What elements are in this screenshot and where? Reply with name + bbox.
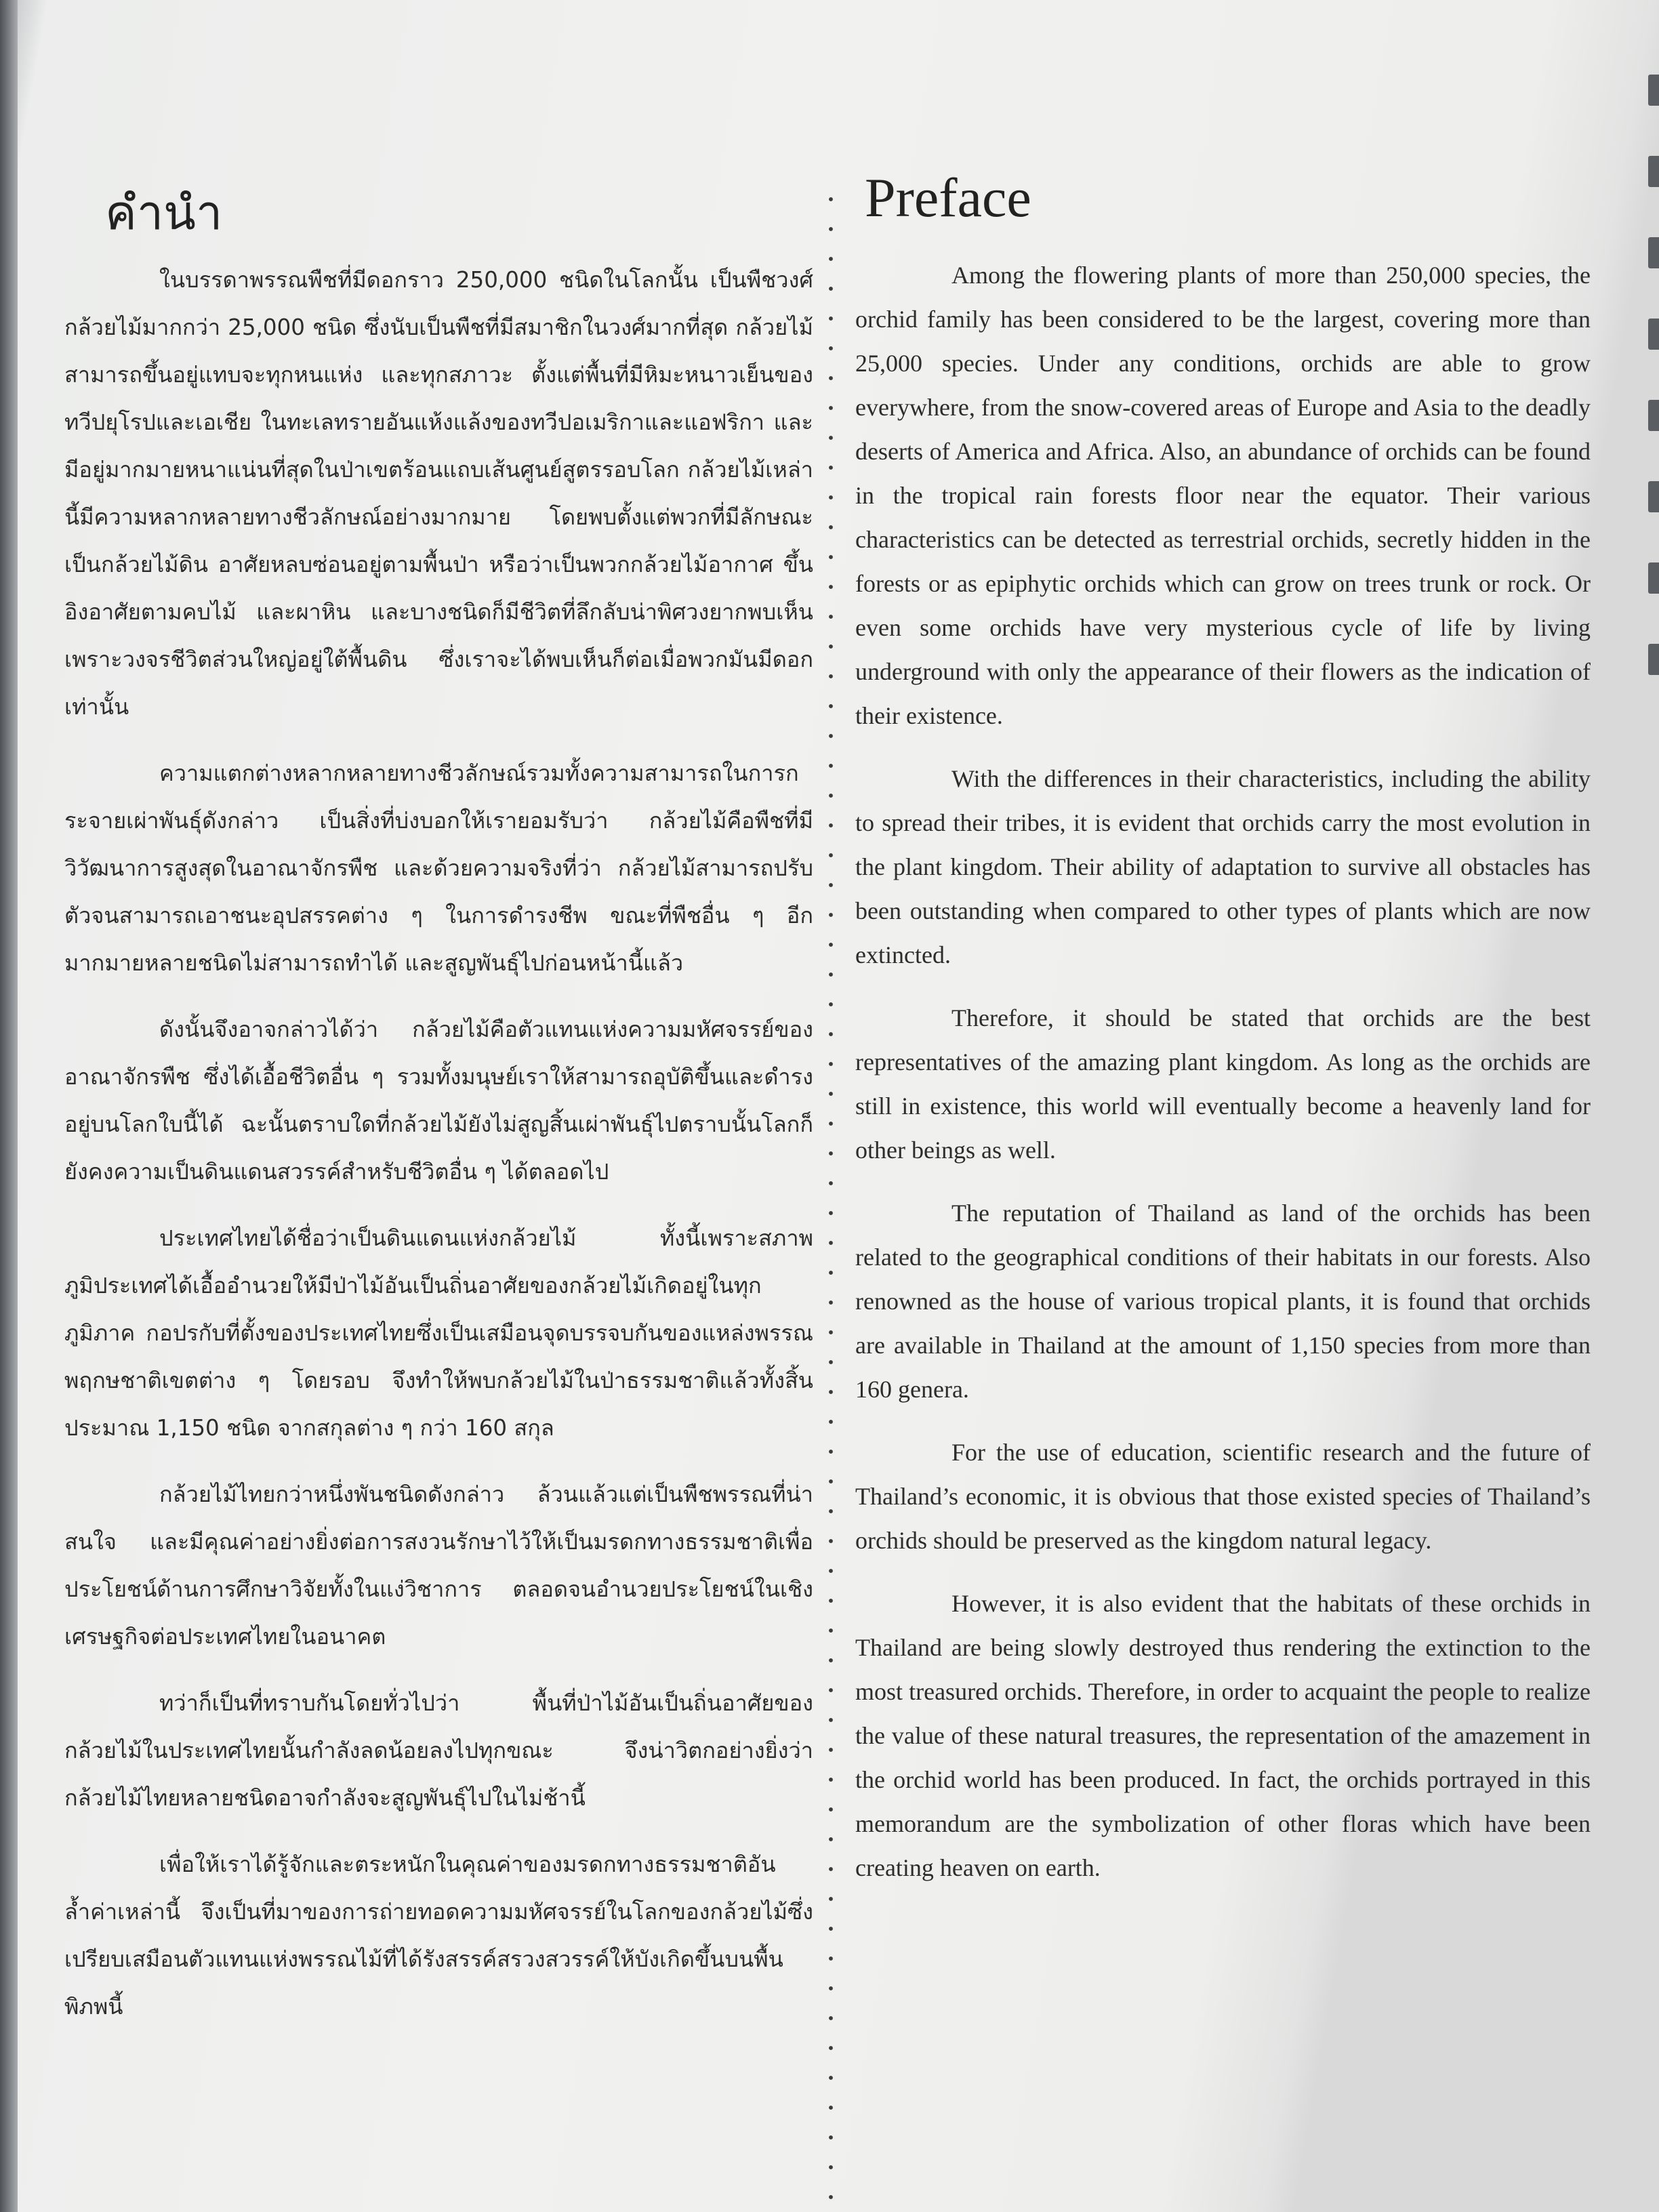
binding-tab <box>1648 562 1659 594</box>
english-title: Preface <box>865 167 1031 228</box>
english-paragraph: The reputation of Thailand as land of the orchids has been related to the geographical conditions of their habitats in our forests. Also renowned as the house of various tropical plants, it is found that orchids are available in Thailand at the amount of 1,150 species from more than 160 genera. <box>855 1200 1591 1403</box>
binding-tab <box>1648 481 1659 512</box>
binding-tab <box>1648 319 1659 350</box>
thai-paragraph: เพื่อให้เราได้รู้จักและตระหนักในคุณค่าของมรดกทางธรรมชาติอันล้ำค่าเหล่านี้ จึงเป็นที่มาของการถ่ายทอดความมหัศจรรย์ในโลกของกล้วยไม้ซึ่งเปรียบเสมือนตัวแทนแห่งพรรณไม้ที่ได้รังสรรค์สรวงสวรรค์ให้บังเกิดขึ้นบนพื้นพิภพนี้ <box>64 1851 813 2020</box>
spine-shadow <box>0 0 18 2212</box>
thai-body <box>64 256 813 2049</box>
thai-column <box>64 0 813 2212</box>
thai-paragraph: กล้วยไม้ไทยกว่าหนึ่งพันชนิดดังกล่าว ล้วนแล้วแต่เป็นพืชพรรณที่น่าสนใจ และมีคุณค่าอย่างยิ่งต่อการสงวนรักษาไว้ให้เป็นมรดกทางธรรมชาติเพื่อประโยชน์ด้านการศึกษาวิจัยทั้งในแง่วิชาการ ตลอดจนอำนวยประโยชน์ในเชิงเศรษฐกิจต่อประเทศไทยในอนาคต <box>64 1481 813 1650</box>
english-paragraph: However, it is also evident that the habitats of these orchids in Thailand are being slowly destroyed thus rendering the extinction to the most treasured orchids. Therefore, in order to acquaint the people to realize the value of these natural treasures, the representation of the amazement in the orchid world has been produced. In fact, the orchids portrayed in this memorandum are the symbolization of other floras which have been creating heaven on earth. <box>855 1590 1591 1881</box>
binding-tabs <box>1639 0 1659 2212</box>
binding-tab <box>1648 75 1659 106</box>
binding-tab <box>1648 400 1659 431</box>
english-paragraph: Therefore, it should be stated that orchids are the best representatives of the amazing plant kingdom. As long as the orchids are still in existence, this world will eventually become a heavenly land for other beings as well. <box>855 1004 1591 1164</box>
english-body <box>855 253 1591 1909</box>
english-paragraph: With the differences in their characteristics, including the ability to spread their tribes, it is evident that orchids carry the most evolution in the plant kingdom. Their ability of adaptation to survive all obstacles has been outstanding when compared to other types of plants which are now extincted. <box>855 765 1591 968</box>
binding-tab <box>1648 644 1659 675</box>
thai-title: คำนำ <box>105 185 223 241</box>
english-paragraph: For the use of education, scientific research and the future of Thailand’s economic, it is obvious that those existed species of Thailand’s orchids should be preserved as the kingdom natural legacy. <box>855 1439 1591 1554</box>
thai-paragraph: ทว่าก็เป็นที่ทราบกันโดยทั่วไปว่า พื้นที่ป่าไม้อันเป็นถิ่นอาศัยของกล้วยไม้ในประเทศไทยนั้นกำลังลดน้อยลงไปทุกขณะ จึงน่าวิตกอย่างยิ่งว่ากล้วยไม้ไทยหลายชนิดอาจกำลังจะสูญพันธุ์ไปในไม่ช้านี้ <box>64 1690 813 1811</box>
thai-paragraph: ประเทศไทยได้ชื่อว่าเป็นดินแดนแห่งกล้วยไม้ ทั้งนี้เพราะสภาพภูมิประเทศได้เอื้ออำนวยให้มีป่าไม้อันเป็นถิ่นอาศัยของกล้วยไม้เกิดอยู่ในทุกภูมิภาค กอปรกับที่ตั้งของประเทศไทยซึ่งเป็นเสมือนจุดบรรจบกันของแหล่งพรรณพฤกษชาติเขตต่าง ๆ โดยรอบ จึงทำให้พบกล้วยไม้ในป่าธรรมชาติแล้วทั้งสิ้นประมาณ 1,150 ชนิด จากสกุลต่าง ๆ กว่า 160 สกุล <box>64 1225 813 1441</box>
binding-tab <box>1648 156 1659 187</box>
thai-paragraph: ดังนั้นจึงอาจกล่าวได้ว่า กล้วยไม้คือตัวแทนแห่งความมหัศจรรย์ของอาณาจักรพืช ซึ่งได้เอื้อชีวิตอื่น ๆ รวมทั้งมนุษย์เราให้สามารถอุบัติขึ้นและดำรงอยู่บนโลกใบนี้ได้ ฉะนั้นตราบใดที่กล้วยไม้ยังไม่สูญสิ้นเผ่าพันธุ์ไปตราบนั้นโลกก็ยังคงความเป็นดินแดนสวรรค์สำหรับชีวิตอื่น ๆ ได้ตลอดไป <box>64 1017 813 1185</box>
english-column <box>855 0 1591 2212</box>
dotted-column-divider <box>828 184 834 2204</box>
binding-tab <box>1648 237 1659 268</box>
english-paragraph: Among the flowering plants of more than 250,000 species, the orchid family has been considered to be the largest, covering more than 25,000 species. Under any conditions, orchids are able to grow everywhere, from the snow-covered areas of Europe and Asia to the deadly deserts of America and Africa. Also, an abundance of orchids can be found in the tropical rain forests floor near the equator. Their various characteristics can be detected as terrestrial orchids, secretly hidden in the forests or as epiphytic orchids which can grow on trees trunk or rock. Or even some orchids have very mysterious cycle of life by living underground with only the appearance of their flowers as the indication of their existence. <box>855 262 1591 729</box>
thai-paragraph: ในบรรดาพรรณพืชที่มีดอกราว 250,000 ชนิดในโลกนั้น เป็นพืชวงศ์กล้วยไม้มากกว่า 25,000 ชนิด ซึ่งนับเป็นพืชที่มีสมาชิกในวงศ์มากที่สุด กล้วยไม้สามารถขึ้นอยู่แทบจะทุกหนแห่ง และทุกสภาวะ ตั้งแต่พื้นที่มีหิมะหนาวเย็นของทวีปยุโรปและเอเชีย ในทะเลทรายอันแห้งแล้งของทวีปอเมริกาและแอฟริกา และมีอยู่มากมายหนาแน่นที่สุดในป่าเขตร้อนแถบเส้นศูนย์สูตรรอบโลก กล้วยไม้เหล่านี้มีความหลากหลายทางชีวลักษณ์อย่างมากมาย โดยพบตั้งแต่พวกที่มีลักษณะเป็นกล้วยไม้ดิน อาศัยหลบซ่อนอยู่ตามพื้นป่า หรือว่าเป็นพวกกล้วยไม้อากาศ ขึ้นอิงอาศัยตามคบไม้ และผาหิน และบางชนิดก็มีชีวิตที่ลึกลับน่าพิศวงยากพบเห็น เพราะวงจรชีวิตส่วนใหญ่อยู่ใต้พื้นดิน ซึ่งเราจะได้พบเห็นก็ต่อเมื่อพวกมันมีดอกเท่านั้น <box>64 267 813 720</box>
thai-paragraph: ความแตกต่างหลากหลายทางชีวลักษณ์รวมทั้งความสามารถในการกระจายเผ่าพันธุ์ดังกล่าว เป็นสิ่งที่บ่งบอกให้เรายอมรับว่า กล้วยไม้คือพืชที่มีวิวัฒนาการสูงสุดในอาณาจักรพืช และด้วยความจริงที่ว่า กล้วยไม้สามารถปรับตัวจนสามารถเอาชนะอุปสรรคต่าง ๆ ในการดำรงชีพ ขณะที่พืชอื่น ๆ อีกมากมายหลายชนิดไม่สามารถทำได้ และสูญพันธุ์ไปก่อนหน้านี้แล้ว <box>64 760 813 976</box>
